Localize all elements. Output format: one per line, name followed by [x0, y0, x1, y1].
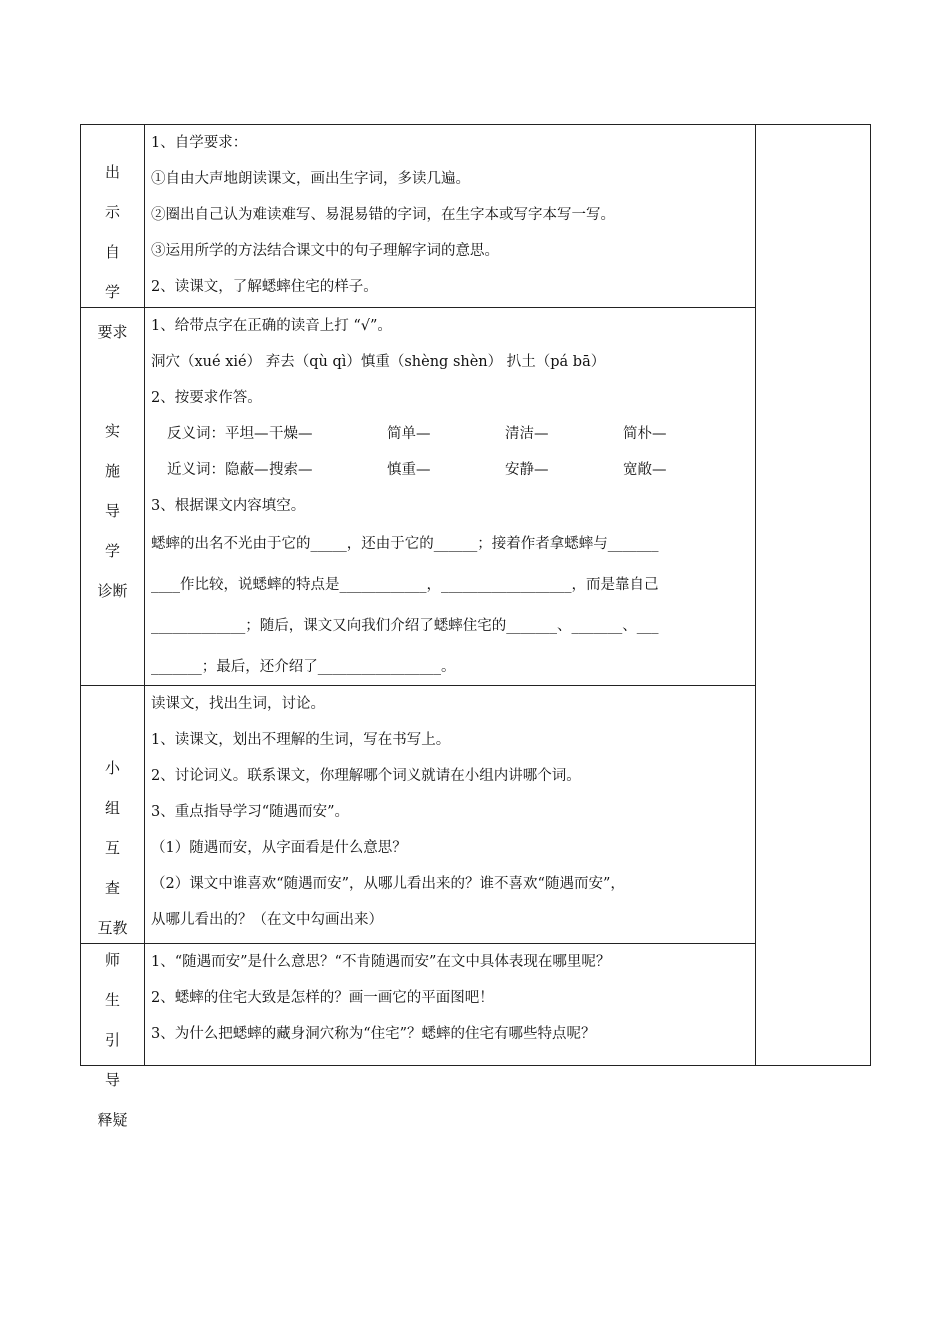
label-line: 互 查 [104, 839, 134, 897]
fill-blank-line: 蟋蟀的出名不光由于它的_____，还由于它的______；接着作者拿蟋蟀与_______ [151, 536, 659, 552]
fill-blank-line: _______；最后，还介绍了_________________。 [151, 659, 456, 675]
label-line: 诊断 [97, 582, 128, 600]
section-label-guided-diagnosis [81, 411, 144, 611]
lesson-table [80, 124, 871, 1129]
label-line: 引 导 [104, 1031, 134, 1089]
section-content-group-review [151, 686, 753, 938]
fill-blank-line: _____________；随后，课文又向我们介绍了蟋蟀住宅的_______、_______、___ [151, 618, 659, 634]
content-line: 3、重点指导学习“随遇而安”。 [151, 804, 350, 820]
content-line: 2、讨论词义。联系课文，你理解哪个词义就请在小组内讲哪个词。 [151, 768, 581, 784]
antonym-item: 简朴— [623, 426, 667, 442]
column-divider-right [755, 125, 756, 1065]
synonym-item: 搜索— [269, 462, 313, 478]
content-line: 洞穴（xué xié） 弃去（qù qì）慎重（shèng shèn） 扒土（pá bā） [151, 354, 606, 370]
content-line: 2、读课文，了解蟋蟀住宅的样子。 [151, 279, 378, 295]
content-line: 2、蟋蟀的住宅大致是怎样的？画一画它的平面图吧！ [151, 990, 494, 1006]
synonym-item: 安静— [505, 462, 549, 478]
antonym-item: 清洁— [505, 426, 549, 442]
content-line: （1）随遇而安，从字面看是什么意思？ [151, 840, 407, 856]
label-line: 互教 [97, 919, 128, 937]
section-content-self-study [151, 125, 753, 305]
label-line: 自 学 [104, 243, 134, 301]
content-line: 1、自学要求： [151, 135, 248, 151]
content-line: 2、按要求作答。 [151, 390, 262, 406]
column-divider-left [144, 125, 145, 1065]
fill-blank-line: ____作比较，说蟋蟀的特点是____________，__________________，而是靠自己 [151, 577, 659, 593]
antonym-item: 干燥— [269, 426, 313, 442]
section-content-guided-diagnosis [151, 308, 753, 688]
synonym-item: 宽敞— [623, 462, 667, 478]
content-line: 从哪儿看出的？（在文中勾画出来） [151, 912, 383, 928]
section-label-teacher-guidance [81, 940, 144, 1140]
content-line: 读课文，找出生词，讨论。 [151, 696, 325, 712]
section-label-self-study [81, 152, 144, 352]
content-line: 1、给带点字在正确的读音上打 “√”。 [151, 318, 392, 334]
content-line: 1、读课文，划出不理解的生词，写在书写上。 [151, 732, 451, 748]
section-label-group-review [81, 748, 144, 948]
content-line: ①自由大声地朗读课文，画出生字词，多读几遍。 [151, 171, 470, 187]
content-line: 3、为什么把蟋蟀的藏身洞穴称为“住宅”？蟋蟀的住宅有哪些特点呢？ [151, 1026, 596, 1042]
antonym-row [151, 416, 753, 452]
label-line: 导 学 [104, 502, 134, 560]
content-line: 3、根据课文内容填空。 [151, 498, 306, 514]
label-line: 要求 [97, 323, 128, 341]
label-line: 出 示 [104, 163, 134, 221]
content-line: ③运用所学的方法结合课文中的句子理解字词的意思。 [151, 243, 499, 259]
synonym-item: 慎重— [387, 462, 431, 478]
antonym-item: 反义词：平坦— [167, 426, 269, 442]
content-line: ②圈出自己认为难读难写、易混易错的字词，在生字本或写字本写一写。 [151, 207, 615, 223]
synonym-item: 近义词：隐蔽— [167, 462, 269, 478]
label-line: 小 组 [104, 759, 134, 817]
section-content-teacher-guidance [151, 944, 753, 1052]
label-line: 实 施 [104, 422, 134, 480]
content-line: （2）课文中谁喜欢“随遇而安”，从哪儿看出来的？谁不喜欢“随遇而安”， [151, 876, 625, 892]
antonym-item: 简单— [387, 426, 431, 442]
label-line: 释疑 [97, 1111, 128, 1129]
label-line: 师 生 [104, 951, 134, 1009]
synonym-row [151, 452, 753, 488]
content-line: 1、“随遇而安”是什么意思？“不肯随遇而安”在文中具体表现在哪里呢？ [151, 954, 611, 970]
